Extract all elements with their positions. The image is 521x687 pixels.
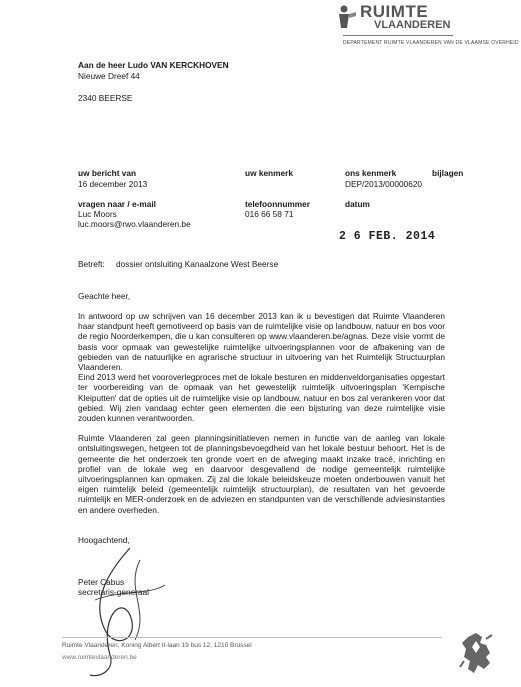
betreft-value: dossier ontsluiting Kanaalzone West Beerse <box>116 259 279 269</box>
paragraph-2: Eind 2013 werd het vooroverlegproces met de lokale besturen en middenveldorganisaties opgestart ter voorbereiding van de opmaak van het gewestelijk ruimtelijk uitvoeringsplan 'Kempische Kleiputten' dat de opties uit de ruimtelijke visie op landbouw, natuur en bos zal verankeren voor dat gebied. Wij zien vandaag echter geen elementen die een bijsturing van deze ruimtelijke visie zouden kunnen verantwoorden. <box>78 372 445 424</box>
ons-kenmerk-label: ons kenmerk <box>345 168 397 178</box>
bijlagen-label: bijlagen <box>432 168 464 178</box>
paragraph-1: In antwoord op uw schrijven van 16 december 2013 kan ik u bevestigen dat Ruimte Vlaanderen haar standpunt heeft gemotiveerd op basis van de ruimtelijke visie op landbouw, natuur en bos voor de regio Noorderkempen, die u kan consulteren op www.vlaanderen.be/agnas. Deze visie vormt de basis voor opmaak van gewestelijke ruimtelijke uitvoeringsplannen voor de afbakening van de gebieden van de natuurlijke en agrarische structuur in uitvoering van het Ruimtelijk Structuurplan Vlaanderen. <box>78 311 445 373</box>
betreft-label: Betreft: <box>78 259 105 269</box>
uw-kenmerk-label: uw kenmerk <box>245 168 293 178</box>
flemish-lion-icon <box>456 631 496 675</box>
telefoon-label: telefoonnummer <box>245 199 310 209</box>
signer-title: secretaris-generaal <box>78 587 150 597</box>
vragen-email[interactable]: luc.moors@rwo.vlaanderen.be <box>78 219 191 229</box>
closing: Hoogachtend, <box>78 535 130 545</box>
footer-address: Ruimte Vlaanderen, Koning Albert II-laan 19 bus 12, 1210 Brussel <box>62 642 252 649</box>
logo-underline <box>343 35 453 36</box>
uw-bericht-label: uw bericht van <box>78 168 137 178</box>
datum-label: datum <box>345 199 370 209</box>
letter-body <box>78 311 445 515</box>
logo-department: DEPARTEMENT RUIMTE VLAANDEREN VAN DE VLAAMSE OVERHEID <box>343 40 519 46</box>
footer-divider <box>62 637 442 638</box>
logo-subtitle: VLAANDEREN <box>374 19 451 31</box>
footer-website[interactable]: www.ruimtevlaanderen.be <box>62 654 137 661</box>
addressee-name: Aan de heer Ludo VAN KERCKHOVEN <box>78 60 229 70</box>
logo-title: RUIMTE <box>360 2 429 21</box>
paragraph-3: Ruimte Vlaanderen zal geen planningsinitiatieven nemen in functie van de aanleg van lokale ontsluitingswegen, hetgeen tot de planningsbevoegdheid van het lokale bestuur behoort. Het is de gemeente die het onderzoek ten gronde voert en de afweging maakt inzake tracé, inrichting en profiel van de lokale weg en daarvoor desgevallend de nodige gemeentelijk ruimtelijke uitvoeringsplannen kan opmaken. Zij zal die lokale beleidskeuze moeten onderbouwen vanuit het eigen ruimtelijk beleid (gemeentelijk ruimtelijk structuurplan), de resultaten van het gevoerde ruimtelijk en MER-onderzoek en de adviezen en standpunten van de verschillende adviesinstanties en andere overheden. <box>78 433 445 515</box>
telefoon-value: 016 66 58 71 <box>245 209 294 219</box>
vragen-label: vragen naar / e-mail <box>78 199 156 209</box>
vragen-name: Luc Moors <box>78 209 117 219</box>
uw-bericht-value: 16 december 2013 <box>78 179 148 189</box>
ons-kenmerk-value: DEP/2013/00000620 <box>345 179 423 189</box>
salutation: Geachte heer, <box>78 291 131 301</box>
addressee-city: 2340 BEERSE <box>78 93 133 103</box>
addressee-street: Nieuwe Dreef 44 <box>78 71 140 81</box>
ruimte-vlaanderen-logo-mark <box>336 4 358 30</box>
signer-name: Peter Cabus <box>78 577 125 587</box>
date-stamp: 2 6 FEB. 2014 <box>339 230 436 243</box>
